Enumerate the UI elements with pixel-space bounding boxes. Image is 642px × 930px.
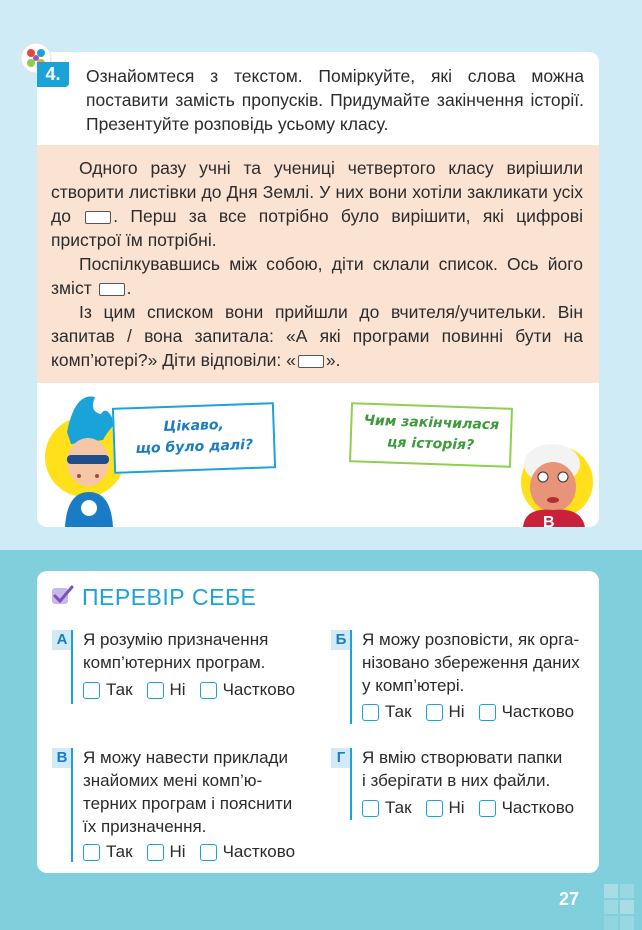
option-yes-b[interactable]	[362, 702, 412, 722]
question-v-line3: терних програм і пояснити	[83, 794, 293, 813]
checkbox[interactable]	[479, 800, 496, 817]
option-partial-a[interactable]	[200, 680, 295, 700]
checkbox[interactable]	[362, 800, 379, 817]
question-a-line	[71, 630, 73, 704]
bubble-left-line1: Цікаво,	[163, 416, 225, 436]
question-b-line	[350, 630, 352, 724]
decor-square	[604, 900, 618, 914]
self-check-title: ПЕРЕВІР СЕБЕ	[82, 584, 257, 610]
bubble-left-line2: що було далі?	[135, 436, 254, 458]
story-p1-end: . Перш за все потрібно було вирішити, які цифрові пристрої їм потрібні.	[51, 206, 583, 250]
option-no-g[interactable]	[426, 798, 465, 818]
question-b-line3: у комп’ютері.	[362, 676, 465, 695]
checkbox[interactable]	[147, 844, 164, 861]
option-no-b[interactable]	[426, 702, 465, 722]
question-letter-g: Г	[331, 748, 351, 768]
option-no-a[interactable]	[147, 680, 186, 700]
question-g-text	[362, 746, 562, 792]
task-number: 4.	[37, 62, 69, 87]
option-label: Частково	[222, 842, 296, 861]
option-partial-v[interactable]	[200, 842, 295, 862]
option-yes-g[interactable]	[362, 798, 412, 818]
checkbox[interactable]	[83, 682, 100, 699]
option-label: Частково	[501, 702, 575, 721]
question-g-line2: і зберігати в них файли.	[362, 771, 551, 790]
option-label: Частково	[501, 798, 575, 817]
question-v-line1: Я можу навести приклади	[83, 748, 288, 767]
checkbox[interactable]	[83, 844, 100, 861]
checkbox[interactable]	[147, 682, 164, 699]
question-letter-a: А	[52, 630, 72, 650]
blank-field-1[interactable]	[85, 211, 111, 224]
speech-bubble-right	[349, 402, 513, 468]
option-yes-v[interactable]	[83, 842, 133, 862]
speech-bubble-left	[112, 402, 276, 474]
story-p3-end: ».	[325, 350, 341, 370]
option-partial-b[interactable]	[479, 702, 574, 722]
option-label: Ні	[448, 798, 465, 817]
page-number: 27	[559, 889, 580, 909]
checkbox[interactable]	[362, 704, 379, 721]
bubble-right-line2: ця історія?	[386, 434, 475, 454]
decor-square	[620, 900, 634, 914]
story-p2-end: .	[126, 278, 132, 298]
question-g-options	[362, 798, 588, 818]
option-label: Ні	[169, 842, 186, 861]
story-p3-start: Із цим списком вони прийшли до вчителя/учительки. Він запитав / вона запитала: «А які програми повинні бути на комп’ютері?» Діти відповіли: «	[51, 302, 583, 370]
question-g-line1: Я вмію створювати папки	[362, 748, 563, 767]
question-v-line	[71, 748, 73, 862]
question-letter-v: В	[52, 748, 72, 768]
task-instructions: Ознайомтеся з текстом. Поміркуйте, які слова можна поставити замість пропусків. Придумайте закінчення історії. Презентуйте розповідь усьому класу.	[86, 66, 584, 134]
story-p1-start: Одного разу учні та учениці четвертого класу вирішили створити листівки до Дня Землі. У них вони хотіли закликати усіх до	[51, 158, 583, 226]
checkbox[interactable]	[479, 704, 496, 721]
option-label: Так	[106, 842, 133, 861]
option-label: Ні	[169, 680, 186, 699]
question-v-text	[83, 746, 292, 838]
option-label: Так	[385, 798, 412, 817]
option-label: Частково	[222, 680, 296, 699]
checkbox-checked-icon	[50, 584, 74, 608]
story-text	[51, 156, 583, 372]
checkbox[interactable]	[426, 704, 443, 721]
checkbox[interactable]	[426, 800, 443, 817]
decor-square	[604, 916, 618, 930]
blank-field-3[interactable]	[298, 355, 324, 368]
option-label: Ні	[448, 702, 465, 721]
question-b-text	[362, 628, 580, 697]
question-a-options	[83, 680, 309, 700]
decor-square	[604, 884, 618, 898]
question-b-options	[362, 702, 588, 722]
checkbox[interactable]	[200, 682, 217, 699]
question-v-line4: їх призначення.	[83, 817, 207, 836]
option-label: Так	[385, 702, 412, 721]
question-v-options	[83, 842, 309, 862]
question-b-line1: Я можу розповісти, як орга-	[362, 630, 580, 649]
question-b-line2: нізовано збереження даних	[362, 653, 580, 672]
grandma-character-icon	[521, 444, 593, 527]
checkbox[interactable]	[200, 844, 217, 861]
option-label: Так	[106, 680, 133, 699]
blank-field-2[interactable]	[99, 283, 125, 296]
question-a-text	[83, 628, 268, 674]
question-a-line1: Я розумію призначення	[83, 630, 269, 649]
option-yes-a[interactable]	[83, 680, 133, 700]
decor-square	[620, 884, 634, 898]
story-p2-start: Поспілкувавшись між собою, діти склали список. Ось його зміст	[51, 254, 583, 298]
question-letter-b: Б	[331, 630, 351, 650]
decor-square	[620, 916, 634, 930]
bubble-right-line1: Чим закінчилася	[363, 412, 500, 434]
option-no-v[interactable]	[147, 842, 186, 862]
option-partial-g[interactable]	[479, 798, 574, 818]
question-v-line2: знайомих мені комп’ю-	[83, 771, 263, 790]
question-a-line2: комп’ютерних програм.	[83, 653, 266, 672]
svg-text:B: B	[543, 514, 555, 527]
question-g-line	[350, 748, 352, 820]
